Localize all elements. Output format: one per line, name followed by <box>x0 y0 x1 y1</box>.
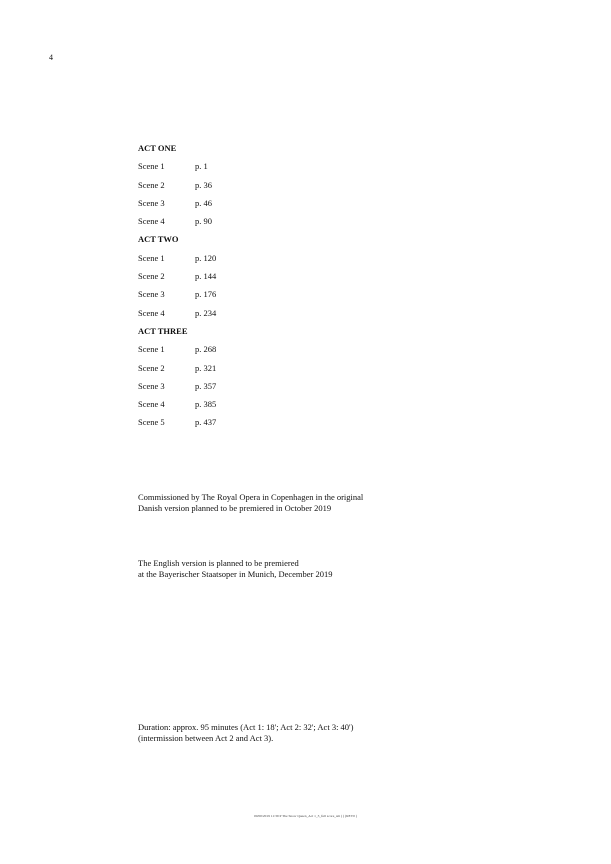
scene-page: p. 36 <box>195 179 212 190</box>
act-three-heading: ACT THREE <box>138 325 188 336</box>
page-number: 4 <box>49 53 53 62</box>
duration-line: Duration: approx. 95 minutes (Act 1: 18'; Act 2: 32'; Act 3: 40') <box>138 722 354 732</box>
duration-note <box>138 722 353 743</box>
page-footer: 00/00/2019 11:39 P The Snow Queen_Act 1_3_full score_sm ( ) (REV0 ) <box>253 814 357 818</box>
scene-row <box>138 216 338 234</box>
scene-row <box>138 417 338 435</box>
scene-label: Scene 1 <box>138 252 165 263</box>
english-version-note <box>138 558 333 579</box>
scene-page: p. 321 <box>195 362 217 373</box>
scene-row <box>138 253 338 271</box>
scene-label: Scene 5 <box>138 417 165 428</box>
scene-row <box>138 289 338 307</box>
act-one-heading: ACT ONE <box>138 143 177 153</box>
scene-label: Scene 1 <box>138 161 165 172</box>
scene-label: Scene 2 <box>138 362 165 373</box>
scene-row <box>138 399 338 417</box>
scene-page: p. 1 <box>195 161 208 172</box>
scene-label: Scene 4 <box>138 216 165 227</box>
english-version-line: The English version is planned to be premiered <box>138 558 299 568</box>
scene-row <box>138 381 338 399</box>
scene-page: p. 90 <box>195 216 212 227</box>
english-version-line: at the Bayerischer Staatsoper in Munich, December 2019 <box>138 568 333 579</box>
commission-note <box>138 492 363 513</box>
scene-page: p. 144 <box>195 271 217 282</box>
scene-page: p. 268 <box>195 344 217 355</box>
scene-label: Scene 2 <box>138 271 165 282</box>
scene-row <box>138 198 338 216</box>
scene-label: Scene 4 <box>138 307 165 318</box>
scene-page: p. 234 <box>195 307 217 318</box>
scene-row <box>138 271 338 289</box>
duration-line: (intermission between Act 2 and Act 3). <box>138 732 274 743</box>
scene-page: p. 46 <box>195 197 212 208</box>
scene-label: Scene 3 <box>138 380 165 391</box>
scene-page: p. 437 <box>195 417 217 428</box>
table-of-contents <box>138 143 338 436</box>
scene-label: Scene 4 <box>138 399 165 410</box>
scene-label: Scene 3 <box>138 197 165 208</box>
scene-page: p. 176 <box>195 289 217 300</box>
act-two-heading: ACT TWO <box>138 234 179 245</box>
scene-page: p. 385 <box>195 399 217 410</box>
scene-row <box>138 180 338 198</box>
scene-label: Scene 3 <box>138 289 165 300</box>
scene-row <box>138 363 338 381</box>
scene-row <box>138 344 338 362</box>
scene-label: Scene 1 <box>138 344 165 355</box>
scene-row <box>138 161 338 179</box>
commission-line: Commissioned by The Royal Opera in Copenhagen in the original <box>138 492 364 502</box>
scene-row <box>138 308 338 326</box>
scene-page: p. 120 <box>195 252 217 263</box>
scene-page: p. 357 <box>195 380 217 391</box>
commission-line: Danish version planned to be premiered in October 2019 <box>138 502 332 513</box>
scene-label: Scene 2 <box>138 179 165 190</box>
